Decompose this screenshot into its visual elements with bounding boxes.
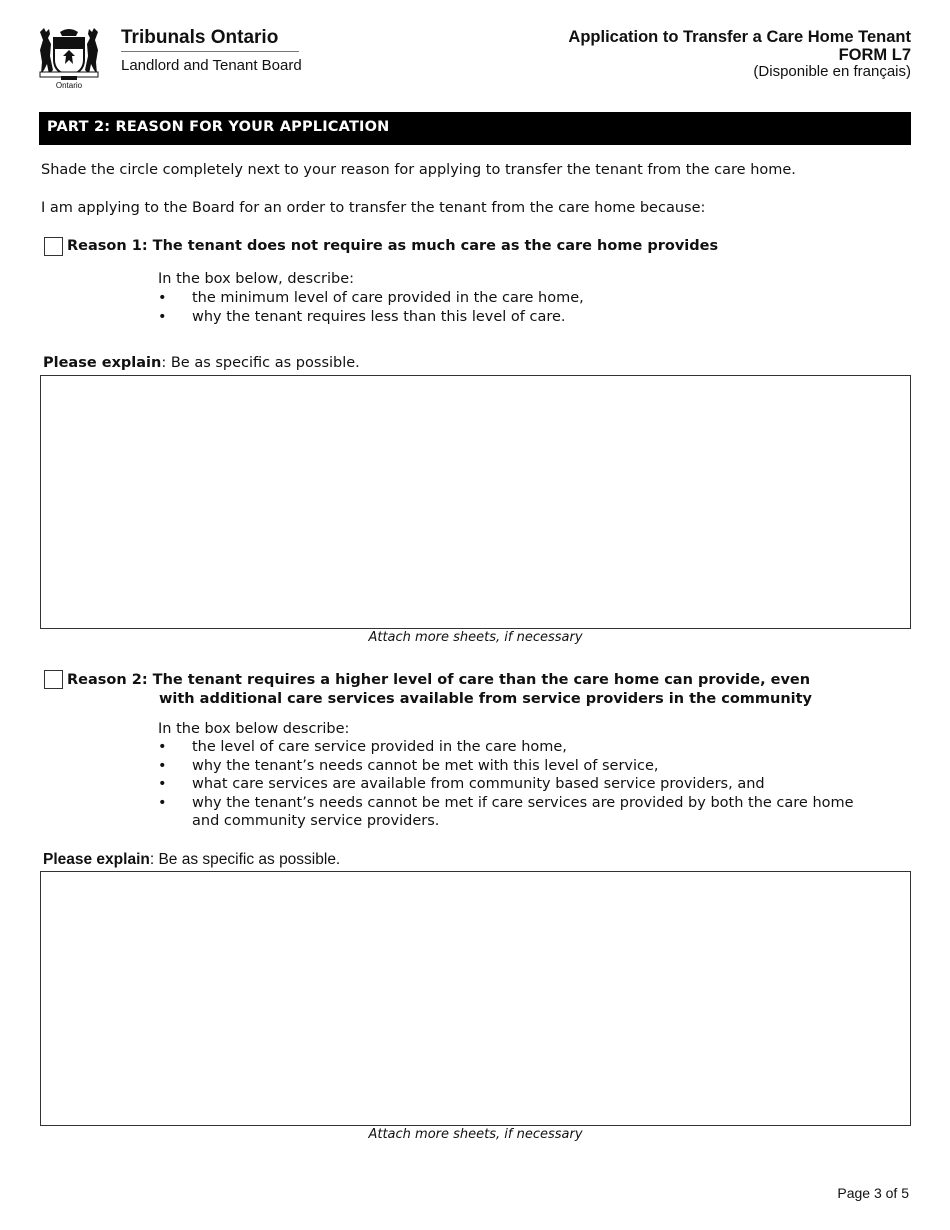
bullet-icon: •	[158, 290, 167, 306]
bullet-icon: •	[158, 776, 167, 792]
list-item: • the minimum level of care provided in the care home,	[158, 290, 584, 306]
list-item: • the level of care service provided in the care home,	[158, 739, 567, 755]
reason-1-checkbox[interactable]	[44, 237, 63, 256]
reason-1-explain-label: Please explain: Be as specific as possible.	[43, 355, 360, 371]
form-number: FORM L7	[838, 46, 911, 64]
bullet-icon: •	[158, 757, 167, 774]
board-name: Landlord and Tenant Board	[121, 57, 302, 74]
reason-2-bullet-list	[158, 738, 868, 831]
logo-caption: Ontario	[55, 81, 83, 90]
shade-instruction: Shade the circle completely next to your reason for applying to transfer the tenant from the care home.	[41, 162, 796, 178]
reason-2-explanation-field[interactable]	[40, 871, 911, 1126]
reason-2-explain-label: Please explain: Be as specific as possible.	[43, 851, 341, 868]
reason-2-attach-note: Attach more sheets, if necessary	[368, 1127, 583, 1142]
list-item: • why the tenant’s needs cannot be met with this level of service,	[158, 757, 659, 774]
list-item: • what care services are available from community based service providers, and	[158, 776, 765, 792]
page-number: Page 3 of 5	[837, 1185, 909, 1201]
header-divider	[121, 51, 299, 52]
bullet-icon: •	[158, 794, 167, 811]
coat-of-arms-icon	[36, 26, 102, 82]
reason-1-bullet-list	[158, 289, 584, 326]
bullet-icon: •	[158, 308, 167, 325]
reason-1-instruction: In the box below, describe:	[158, 271, 355, 287]
bullet-icon: •	[158, 739, 167, 755]
list-item: • why the tenant requires less than this level of care.	[158, 308, 566, 325]
reason-2-title: Reason 2: The tenant requires a higher level of care than the care home can provide, even with additional care services available from service providers in the community	[67, 672, 813, 707]
reason-1-title: Reason 1: The tenant does not require as much care as the care home provides	[67, 238, 719, 254]
application-statement: I am applying to the Board for an order to transfer the tenant from the care home because:	[41, 200, 706, 216]
list-item: • why the tenant’s needs cannot be met if care services are provided by both the care home and community service providers.	[158, 794, 854, 829]
part-heading: PART 2: REASON FOR YOUR APPLICATION	[39, 112, 911, 145]
language-note: (Disponible en français)	[753, 63, 911, 80]
org-name: Tribunals Ontario	[121, 27, 279, 48]
reason-1-explanation-field[interactable]	[40, 375, 911, 629]
reason-2-instruction: In the box below describe:	[158, 721, 350, 737]
reason-2-checkbox[interactable]	[44, 670, 63, 689]
reason-1-attach-note: Attach more sheets, if necessary	[368, 630, 583, 645]
form-title: Application to Transfer a Care Home Tenant	[568, 28, 911, 46]
